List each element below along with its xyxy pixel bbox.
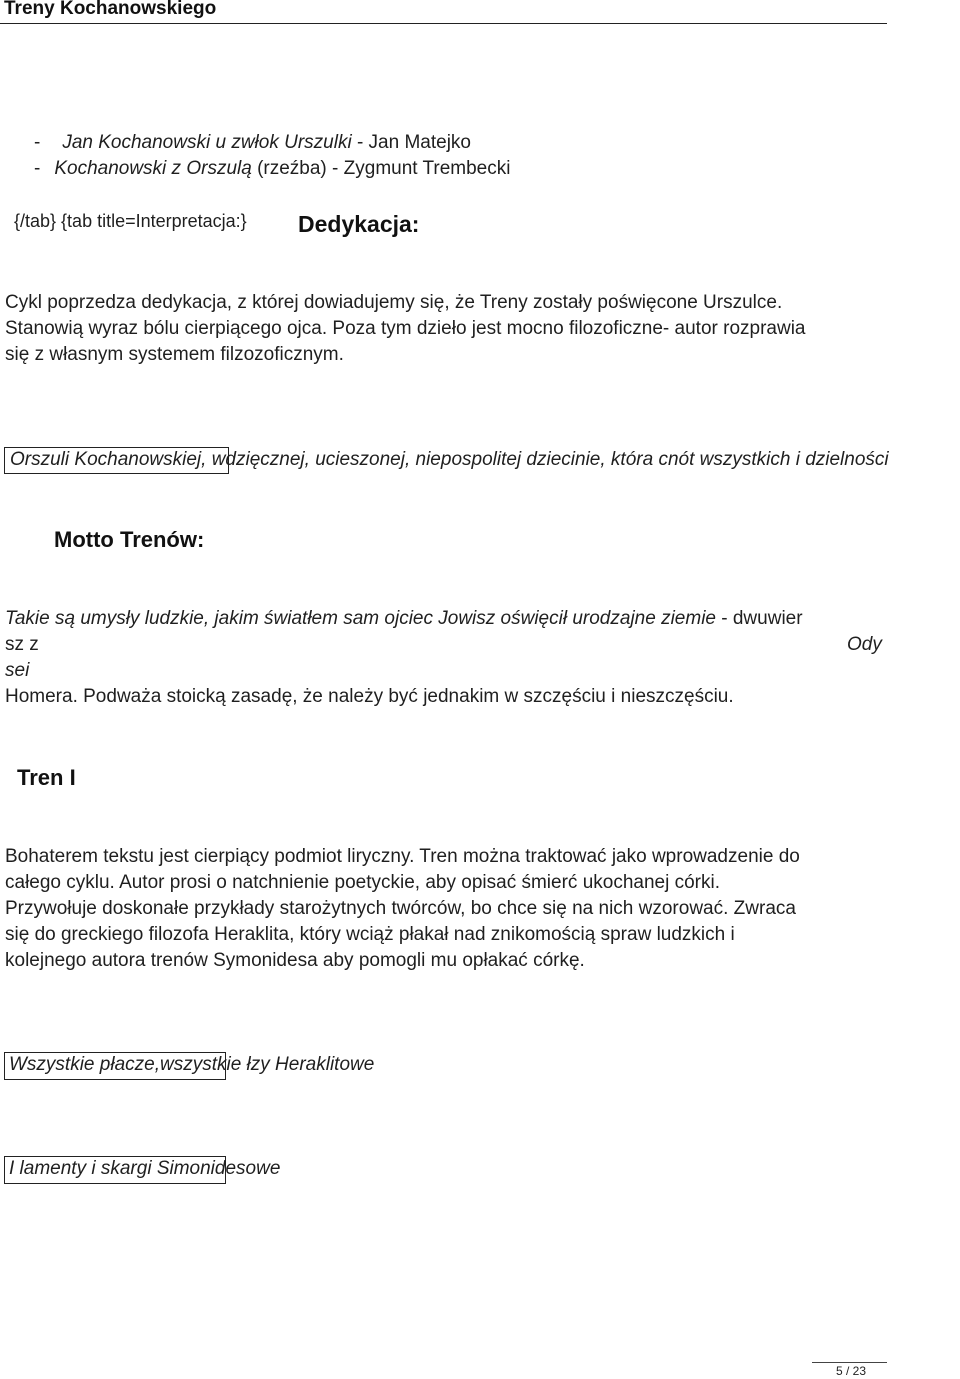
motto-line-2-right: Ody	[847, 634, 882, 655]
motto-line-3: sei	[5, 660, 30, 681]
section-heading-motto: Motto Trenów:	[54, 527, 205, 552]
tab-markup: {/tab} {tab title=Interpretacja:}	[14, 211, 247, 231]
artwork-title: Kochanowski z Orszulą	[54, 158, 252, 179]
page-number: 5 / 23	[836, 1364, 867, 1378]
artwork-author: (rzeźba) - Zygmunt Trembecki	[251, 158, 511, 179]
document-title: Treny Kochanowskiego	[4, 0, 217, 19]
dedication-quote-boxed: Orszuli Kochanowskiej,	[10, 449, 207, 470]
motto-line	[5, 608, 803, 630]
motto-line-4: Homera. Podważa stoicką zasadę, że należy być jednakim w szczęściu i nieszczęściu.	[5, 686, 734, 707]
paragraph-line: Stanowią wyraz bólu cierpiącego ojca. Poza tym dzieło jest mocno filozoficzne- autor rozprawia	[5, 318, 806, 339]
paragraph-line: Cykl poprzedza dedykacja, z której dowiadujemy się, że Treny zostały poświęcone Urszulce.	[5, 292, 783, 313]
paragraph-line: Przywołuje doskonałe przykłady starożytnych twórców, bo chce się na nich wzorować. Zwraca	[5, 898, 796, 919]
artwork-line-trembecki	[34, 158, 510, 180]
paragraph-line: się do greckiego filozofa Heraklita, który wciąż płakał nad znikomością spraw ludzkich i	[5, 924, 735, 945]
artwork-title: Jan Kochanowski u zwłok Urszulki	[62, 132, 352, 153]
paragraph-line: całego cyklu. Autor prosi o natchnienie poetyckie, aby opisać śmierć ukochanej córki.	[5, 872, 720, 893]
list-dash: -	[34, 132, 41, 153]
motto-suffix: - dwuwier	[715, 608, 803, 629]
header-divider	[0, 23, 887, 24]
motto-quote: Takie są umysły ludzkie, jakim światłem sam ojciec Jowisz oświęcił urodzajne ziemie	[5, 608, 716, 629]
verse-line-1: Wszystkie płacze,wszystkie łzy Heraklitowe	[9, 1054, 375, 1075]
verse-line-2: I lamenty i skargi Simonidesowe	[9, 1158, 281, 1179]
artwork-line-matejko	[34, 132, 471, 154]
footer-divider	[812, 1362, 887, 1363]
dedication-quote	[10, 449, 889, 471]
paragraph-line: się z własnym systemem filzozoficznym.	[5, 344, 344, 365]
paragraph-line: Bohaterem tekstu jest cierpiący podmiot liryczny. Tren można traktować jako wprowadzenie do	[5, 846, 800, 867]
dedication-quote-rest: wdzięcznej, ucieszonej, niepospolitej dziecinie, która cnót wszystkich i dzielności	[206, 449, 889, 470]
artwork-author: - Jan Matejko	[351, 132, 471, 153]
list-dash: -	[34, 158, 41, 179]
section-heading-tren-1: Tren I	[17, 765, 76, 790]
section-heading-dedykacja: Dedykacja:	[298, 211, 420, 237]
motto-line-2-left: sz z	[5, 634, 39, 655]
paragraph-line: kolejnego autora trenów Symonidesa aby pomogli mu opłakać córkę.	[5, 950, 585, 971]
